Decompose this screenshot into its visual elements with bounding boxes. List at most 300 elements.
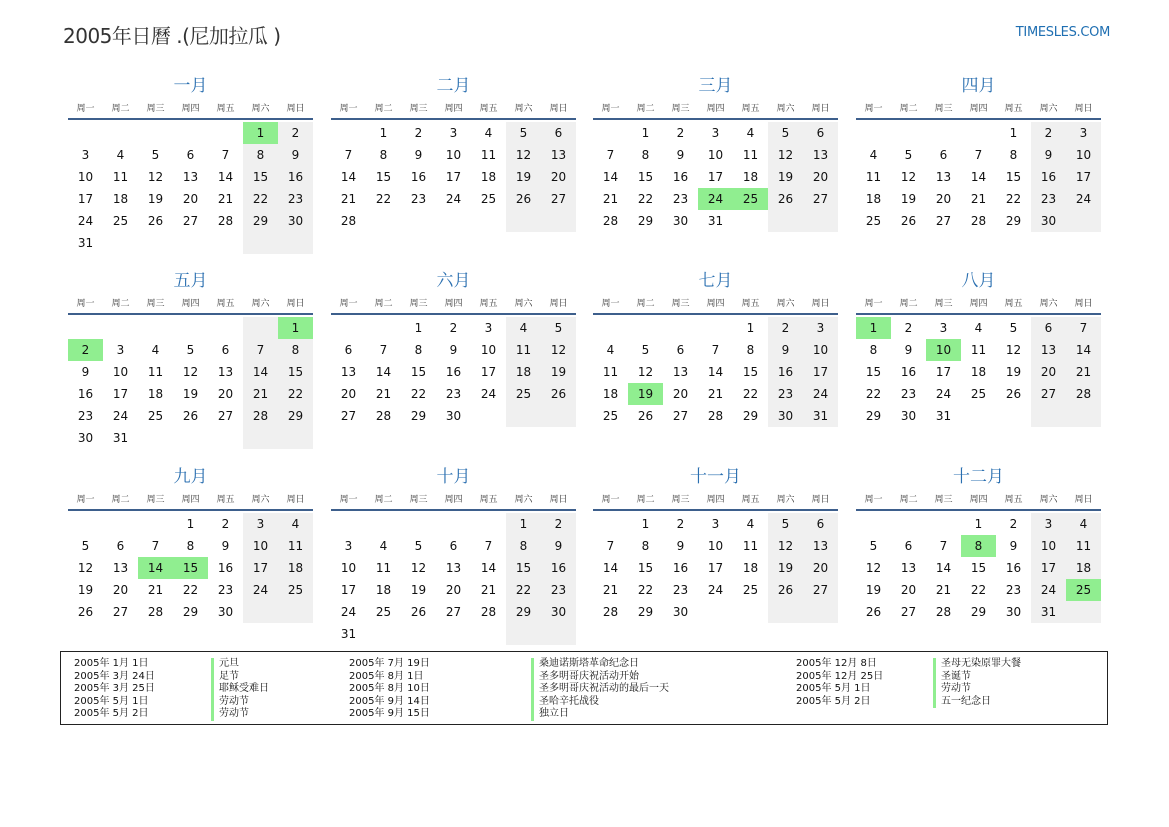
day-cell: 15 <box>970 561 987 575</box>
month-10 <box>331 467 576 645</box>
weekday-label: 周二 <box>899 298 918 309</box>
day-cell: 20 <box>900 583 917 597</box>
day-cell: 24 <box>803 383 838 405</box>
day-cell-empty <box>366 210 401 232</box>
day-cell: 2 <box>676 126 685 140</box>
holiday-list <box>60 651 1108 725</box>
day-cell: 17 <box>1031 557 1066 579</box>
day-cell: 22 <box>278 383 313 405</box>
day-cell-empty <box>698 601 733 623</box>
weekday-label: 周四 <box>444 103 463 114</box>
day-cell: 12 <box>865 561 882 575</box>
day-cell: 5 <box>768 122 803 144</box>
day-cell: 8 <box>869 343 878 357</box>
day-cell: 21 <box>217 192 234 206</box>
weekday-label: 周五 <box>741 494 760 505</box>
holiday-date: 2005年 5月 1日 <box>74 695 149 707</box>
day-cell-empty <box>593 122 628 144</box>
weekday-label: 周六 <box>1039 298 1058 309</box>
month-title: 二月 <box>436 76 471 96</box>
day-cell: 18 <box>147 387 164 401</box>
month-8 <box>856 271 1101 427</box>
day-cell: 29 <box>410 409 427 423</box>
day-cell: 18 <box>480 170 497 184</box>
day-grid <box>593 122 838 232</box>
month-title: 五月 <box>173 271 208 291</box>
day-cell: 3 <box>484 321 493 335</box>
header-rule <box>856 509 1101 511</box>
weekday-label: 周日 <box>549 103 568 114</box>
day-cell: 4 <box>606 343 615 357</box>
day-cell: 8 <box>746 343 755 357</box>
day-cell: 12 <box>900 170 917 184</box>
day-cell: 27 <box>803 188 838 210</box>
day-cell: 6 <box>939 148 948 162</box>
day-cell: 28 <box>147 605 164 619</box>
day-cell: 2 <box>768 317 803 339</box>
holiday-name: 劳动节 <box>211 696 269 709</box>
day-cell: 14 <box>480 561 497 575</box>
day-cell: 7 <box>151 539 160 553</box>
day-cell-empty <box>803 210 838 232</box>
header-rule <box>331 313 576 315</box>
day-cell: 5 <box>869 539 878 553</box>
weekday-label: 周五 <box>216 103 235 114</box>
weekday-label: 周日 <box>811 103 830 114</box>
day-cell: 2 <box>904 321 913 335</box>
day-cell: 7 <box>939 539 948 553</box>
holiday-name: 圣诞节 <box>933 671 1021 684</box>
weekday-label: 周一 <box>339 103 358 114</box>
day-cell: 21 <box>480 583 497 597</box>
day-cell: 10 <box>707 148 724 162</box>
day-cell: 29 <box>182 605 199 619</box>
day-cell: 28 <box>243 405 278 427</box>
day-cell: 5 <box>768 513 803 535</box>
day-cell: 26 <box>1005 387 1022 401</box>
month-title: 四月 <box>961 76 996 96</box>
month-title: 九月 <box>173 467 208 487</box>
day-cell-holiday: 15 <box>173 557 208 579</box>
day-cell: 19 <box>1005 365 1022 379</box>
weekday-label: 周四 <box>181 103 200 114</box>
holiday-date: 2005年 9月 14日 <box>349 695 430 707</box>
day-cell-empty <box>68 122 103 144</box>
day-cell-holiday: 1 <box>278 317 313 339</box>
day-cell: 16 <box>278 166 313 188</box>
day-grid <box>856 122 1101 232</box>
day-cell: 28 <box>480 605 497 619</box>
day-cell: 26 <box>147 214 164 228</box>
weekday-label: 周五 <box>741 103 760 114</box>
holiday-name: 耶稣受难日 <box>211 683 269 696</box>
day-cell-empty <box>541 210 576 232</box>
day-cell: 1 <box>1009 126 1018 140</box>
day-cell: 17 <box>112 387 129 401</box>
day-cell: 1 <box>974 517 983 531</box>
month-title: 一月 <box>173 76 208 96</box>
day-cell: 4 <box>1066 513 1101 535</box>
day-cell: 16 <box>672 170 689 184</box>
weekday-header <box>593 291 838 313</box>
day-cell: 11 <box>865 170 882 184</box>
day-cell: 25 <box>865 214 882 228</box>
day-cell: 13 <box>217 365 234 379</box>
day-cell: 17 <box>445 170 462 184</box>
day-cell: 31 <box>1031 601 1066 623</box>
day-cell: 19 <box>900 192 917 206</box>
day-cell: 27 <box>803 579 838 601</box>
day-cell: 7 <box>221 148 230 162</box>
day-cell: 12 <box>768 535 803 557</box>
day-cell-empty <box>401 210 436 232</box>
weekday-label: 周二 <box>111 494 130 505</box>
day-cell: 9 <box>1009 539 1018 553</box>
day-cell: 30 <box>900 409 917 423</box>
day-cell: 26 <box>900 214 917 228</box>
day-cell-empty <box>436 210 471 232</box>
day-cell: 10 <box>445 148 462 162</box>
weekday-label: 周二 <box>636 494 655 505</box>
day-cell: 13 <box>445 561 462 575</box>
day-cell: 28 <box>935 605 952 619</box>
day-cell: 18 <box>970 365 987 379</box>
day-cell: 28 <box>375 409 392 423</box>
day-cell-empty <box>471 405 506 427</box>
site-link[interactable]: TIMESLES.COM <box>1015 25 1110 40</box>
header-rule <box>593 118 838 120</box>
day-grid <box>593 513 838 623</box>
day-cell: 26 <box>506 188 541 210</box>
day-cell: 15 <box>865 365 882 379</box>
day-cell: 24 <box>340 605 357 619</box>
weekday-label: 周四 <box>444 298 463 309</box>
month-1 <box>68 76 313 254</box>
weekday-label: 周六 <box>251 494 270 505</box>
day-cell: 18 <box>742 170 759 184</box>
holiday-date: 2005年 9月 15日 <box>349 708 430 720</box>
day-cell: 18 <box>112 192 129 206</box>
day-cell: 20 <box>541 166 576 188</box>
holiday-date: 2005年 12月 25日 <box>796 670 884 682</box>
day-cell: 16 <box>445 365 462 379</box>
day-cell: 23 <box>672 583 689 597</box>
day-cell-empty <box>103 122 138 144</box>
day-cell: 28 <box>707 409 724 423</box>
day-cell: 13 <box>340 365 357 379</box>
day-cell-holiday: 1 <box>243 122 278 144</box>
holiday-name: 劳动节 <box>211 708 269 721</box>
day-cell: 4 <box>869 148 878 162</box>
month-3 <box>593 76 838 232</box>
day-cell: 3 <box>116 343 125 357</box>
day-cell: 6 <box>904 539 913 553</box>
weekday-label: 周五 <box>216 298 235 309</box>
day-cell: 28 <box>217 214 234 228</box>
day-cell: 20 <box>672 387 689 401</box>
day-cell: 25 <box>970 387 987 401</box>
day-cell-empty <box>506 623 541 645</box>
day-cell: 22 <box>375 192 392 206</box>
weekday-label: 周日 <box>1074 103 1093 114</box>
day-grid <box>331 122 576 232</box>
day-cell: 1 <box>506 513 541 535</box>
day-cell: 25 <box>602 409 619 423</box>
day-cell: 3 <box>711 126 720 140</box>
day-cell: 20 <box>445 583 462 597</box>
day-cell: 14 <box>243 361 278 383</box>
weekday-label: 周五 <box>479 298 498 309</box>
day-cell: 29 <box>637 214 654 228</box>
day-cell-empty <box>471 513 506 535</box>
holiday-date: 2005年 7月 19日 <box>349 658 430 669</box>
day-grid <box>856 513 1101 623</box>
weekday-label: 周三 <box>146 298 165 309</box>
day-cell: 21 <box>602 192 619 206</box>
weekday-label: 周四 <box>706 494 725 505</box>
day-cell: 5 <box>641 343 650 357</box>
weekday-label: 周二 <box>899 103 918 114</box>
day-cell: 15 <box>637 170 654 184</box>
day-cell-empty <box>803 601 838 623</box>
day-cell: 20 <box>112 583 129 597</box>
holiday-date: 2005年 12月 8日 <box>796 658 877 669</box>
weekday-label: 周日 <box>1074 494 1093 505</box>
day-cell: 30 <box>217 605 234 619</box>
day-cell: 27 <box>112 605 129 619</box>
day-cell-empty <box>103 317 138 339</box>
day-cell: 25 <box>147 409 164 423</box>
day-cell: 31 <box>935 409 952 423</box>
day-cell: 14 <box>217 170 234 184</box>
day-cell: 28 <box>970 214 987 228</box>
day-cell: 27 <box>672 409 689 423</box>
month-7 <box>593 271 838 427</box>
day-cell: 29 <box>1005 214 1022 228</box>
day-cell: 8 <box>243 144 278 166</box>
weekday-label: 周三 <box>409 494 428 505</box>
day-cell: 17 <box>935 365 952 379</box>
month-11 <box>593 467 838 623</box>
day-cell-empty <box>331 317 366 339</box>
header-rule <box>331 118 576 120</box>
day-cell: 20 <box>340 387 357 401</box>
day-cell: 26 <box>865 605 882 619</box>
day-grid <box>68 513 313 623</box>
day-cell-empty <box>173 232 208 254</box>
day-cell: 9 <box>1031 144 1066 166</box>
holiday-dates-col-2 <box>349 658 430 721</box>
day-cell: 28 <box>602 214 619 228</box>
day-cell-empty <box>401 623 436 645</box>
weekday-header <box>856 291 1101 313</box>
day-cell-empty <box>1066 601 1101 623</box>
day-cell: 19 <box>541 361 576 383</box>
day-cell-empty <box>506 405 541 427</box>
day-cell: 26 <box>768 579 803 601</box>
day-cell-empty <box>856 513 891 535</box>
day-cell: 25 <box>112 214 129 228</box>
day-cell: 27 <box>541 188 576 210</box>
day-cell: 31 <box>803 405 838 427</box>
day-cell: 6 <box>803 513 838 535</box>
day-cell: 23 <box>77 409 94 423</box>
day-cell-empty <box>1066 405 1101 427</box>
holiday-date: 2005年 3月 25日 <box>74 683 155 695</box>
day-cell: 9 <box>676 148 685 162</box>
day-cell-empty <box>138 513 173 535</box>
weekday-label: 周六 <box>776 298 795 309</box>
weekday-label: 周六 <box>251 103 270 114</box>
day-cell: 29 <box>637 605 654 619</box>
day-cell: 13 <box>672 365 689 379</box>
month-4 <box>856 76 1101 232</box>
holiday-name: 五一纪念日 <box>933 696 1021 709</box>
weekday-label: 周日 <box>286 494 305 505</box>
day-cell-holiday: 24 <box>698 188 733 210</box>
day-cell: 8 <box>641 539 650 553</box>
day-cell: 22 <box>243 188 278 210</box>
day-cell: 20 <box>803 166 838 188</box>
day-cell-empty <box>173 317 208 339</box>
header-rule <box>68 118 313 120</box>
day-cell: 1 <box>641 126 650 140</box>
day-cell: 4 <box>746 126 755 140</box>
day-cell-empty <box>891 122 926 144</box>
day-cell-holiday: 1 <box>856 317 891 339</box>
day-cell: 25 <box>506 383 541 405</box>
day-cell: 22 <box>742 387 759 401</box>
day-cell: 19 <box>768 557 803 579</box>
day-cell: 31 <box>340 627 357 641</box>
day-cell: 20 <box>935 192 952 206</box>
day-cell-empty <box>173 427 208 449</box>
day-cell: 18 <box>375 583 392 597</box>
day-cell: 5 <box>81 539 90 553</box>
weekday-label: 周四 <box>181 298 200 309</box>
weekday-label: 周六 <box>514 298 533 309</box>
day-cell: 4 <box>151 343 160 357</box>
weekday-label: 周五 <box>1004 103 1023 114</box>
day-cell-empty <box>856 122 891 144</box>
day-cell: 22 <box>1005 192 1022 206</box>
weekday-label: 周一 <box>339 298 358 309</box>
weekday-label: 周四 <box>444 494 463 505</box>
day-cell-empty <box>278 427 313 449</box>
day-cell: 11 <box>480 148 497 162</box>
day-cell: 10 <box>340 561 357 575</box>
header-rule <box>593 313 838 315</box>
weekday-label: 周日 <box>1074 298 1093 309</box>
day-cell: 23 <box>1005 583 1022 597</box>
day-cell: 23 <box>445 387 462 401</box>
weekday-label: 周四 <box>969 298 988 309</box>
day-cell: 7 <box>606 148 615 162</box>
weekday-label: 周六 <box>776 103 795 114</box>
day-cell: 10 <box>707 539 724 553</box>
weekday-label: 周二 <box>374 298 393 309</box>
day-cell: 21 <box>707 387 724 401</box>
day-cell: 22 <box>970 583 987 597</box>
day-cell: 30 <box>445 409 462 423</box>
day-cell: 28 <box>340 214 357 228</box>
holiday-name: 足节 <box>211 671 269 684</box>
weekday-label: 周一 <box>601 494 620 505</box>
day-cell: 17 <box>340 583 357 597</box>
day-cell: 14 <box>970 170 987 184</box>
weekday-label: 周日 <box>549 298 568 309</box>
weekday-label: 周三 <box>934 103 953 114</box>
weekday-header <box>331 487 576 509</box>
day-cell: 24 <box>1066 188 1101 210</box>
day-cell: 16 <box>410 170 427 184</box>
weekday-label: 周二 <box>636 103 655 114</box>
day-cell: 14 <box>935 561 952 575</box>
day-grid <box>856 317 1101 427</box>
day-cell: 18 <box>506 361 541 383</box>
weekday-header <box>593 487 838 509</box>
day-cell-holiday: 10 <box>926 339 961 361</box>
weekday-label: 周五 <box>1004 298 1023 309</box>
day-cell: 17 <box>707 170 724 184</box>
day-cell-empty <box>243 601 278 623</box>
day-cell-empty <box>506 210 541 232</box>
day-cell: 18 <box>1066 557 1101 579</box>
day-cell-holiday: 25 <box>1066 579 1101 601</box>
day-cell: 9 <box>81 365 90 379</box>
weekday-label: 周六 <box>776 494 795 505</box>
day-cell: 7 <box>711 343 720 357</box>
day-cell: 24 <box>935 387 952 401</box>
day-cell: 16 <box>541 557 576 579</box>
day-cell-empty <box>331 122 366 144</box>
day-cell: 14 <box>1066 339 1101 361</box>
holiday-name: 圣多明哥庆祝活动开始 <box>531 671 669 684</box>
day-cell: 4 <box>379 539 388 553</box>
holiday-name: 桑迪诺斯塔革命纪念日 <box>531 658 669 671</box>
day-cell: 4 <box>746 517 755 531</box>
day-cell: 5 <box>1009 321 1018 335</box>
day-cell: 25 <box>480 192 497 206</box>
day-cell: 19 <box>77 583 94 597</box>
day-grid <box>68 317 313 449</box>
holiday-name: 独立日 <box>531 708 669 721</box>
page-title: 2005年日曆 .(尼加拉瓜 ) <box>63 24 281 48</box>
weekday-label: 周三 <box>934 298 953 309</box>
month-2 <box>331 76 576 232</box>
day-cell: 4 <box>278 513 313 535</box>
day-cell: 10 <box>480 343 497 357</box>
holiday-name: 劳动节 <box>933 683 1021 696</box>
day-cell: 21 <box>970 192 987 206</box>
day-cell: 13 <box>935 170 952 184</box>
holiday-date: 2005年 8月 10日 <box>349 683 430 695</box>
day-cell-empty <box>733 210 768 232</box>
day-cell-empty <box>208 317 243 339</box>
day-cell: 11 <box>375 561 392 575</box>
day-cell: 19 <box>865 583 882 597</box>
holiday-date: 2005年 1月 1日 <box>74 658 149 669</box>
day-cell-empty <box>366 623 401 645</box>
day-cell: 15 <box>506 557 541 579</box>
day-cell: 30 <box>278 210 313 232</box>
holiday-date: 2005年 5月 1日 <box>796 683 871 695</box>
day-cell: 9 <box>768 339 803 361</box>
day-cell-holiday: 8 <box>961 535 996 557</box>
day-cell: 7 <box>606 539 615 553</box>
day-cell: 15 <box>742 365 759 379</box>
day-grid <box>68 122 313 254</box>
